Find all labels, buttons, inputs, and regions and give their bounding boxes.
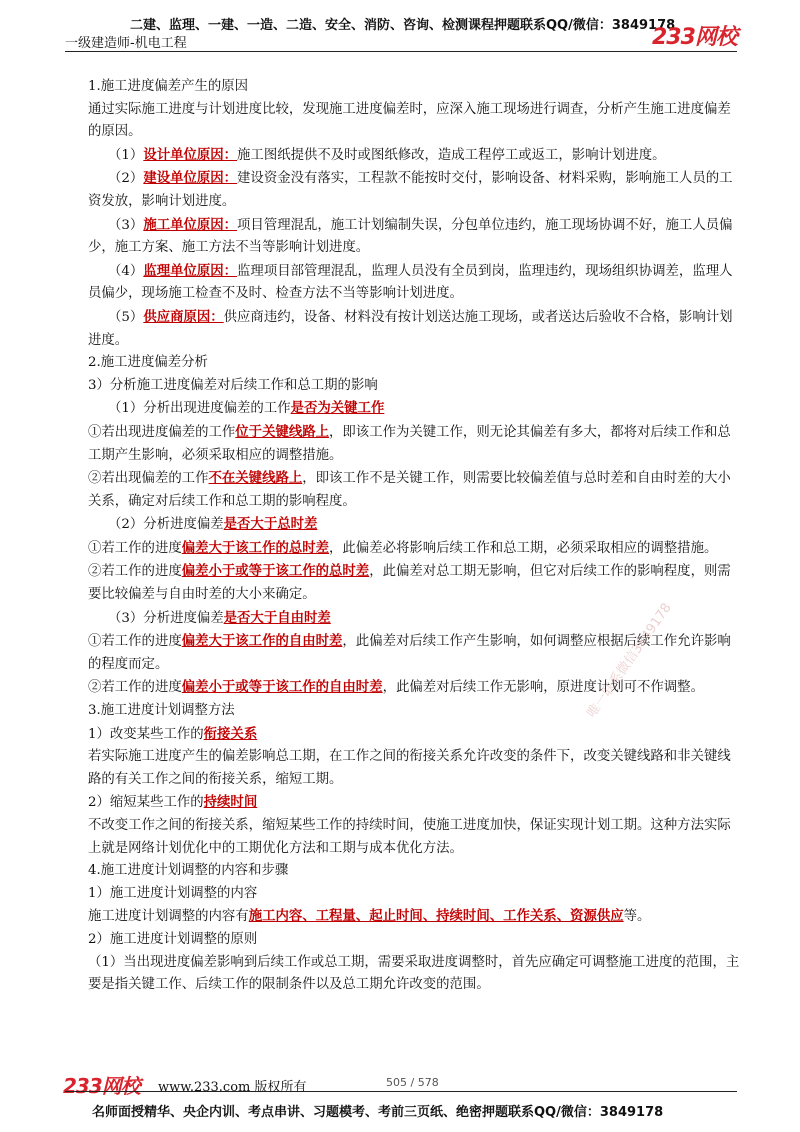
section-title-1: 1.施工进度偏差产生的原因 <box>88 79 249 94</box>
analysis-item-2a: ①若工作的进度偏差大于该工作的总时差，此偏差必将影响后续工作和总工期，必须采取相应的调整措施。 <box>88 539 718 556</box>
paragraph-intro: 通过实际施工进度与计划进度比较，发现施工进度偏差时，应深入施工现场进行调查，分析产生施工进度偏差的原因。 <box>88 101 731 140</box>
page-header <box>0 0 800 60</box>
section-title-4: 4.施工进度计划调整的内容和步骤 <box>88 863 289 879</box>
method-1-text: 若实际施工进度产生的偏差影响总工期，在工作之间的衔接关系允许改变的条件下，改变关键线路和非关键线路的有关工作之间的衔接关系，缩短工期。 <box>88 749 731 787</box>
section-title-2: 2.施工进度偏差分析 <box>88 355 208 371</box>
analysis-item-3b: ②若工作的进度偏差小于或等于该工作的自由时差，此偏差对后续工作无影响，原进度计划可不作调整。 <box>88 679 704 696</box>
adjust-content-title: 1）施工进度计划调整的内容 <box>88 885 258 901</box>
watermark: 唯一联系微信3849178 <box>584 600 675 721</box>
analysis-item-2b: ②若工作的进度偏差小于或等于该工作的总时差，此偏差对总工期无影响，但它对后续工作的影响程度，则需要比较偏差与自由时差的大小来确定。 <box>88 563 731 603</box>
logo-233-header: 233网校 <box>652 25 737 50</box>
method-1-title: 1）改变某些工作的衔接关系 <box>88 725 258 742</box>
cause-item-4: （4）监理单位原因：监理项目部管理混乱，监理人员没有全员到岗，监理违约，现场组织协调差，监理人员偏少，现场施工检查不及时、检查方法不当等影响计划进度。 <box>88 262 733 302</box>
analysis-item-3: （3）分析进度偏差是否大于自由时差 <box>108 609 331 626</box>
header-divider <box>65 51 737 52</box>
section-title-3: 3.施工进度计划调整方法 <box>88 703 235 719</box>
adjust-content-text: 施工进度计划调整的内容有施工内容、工程量、起止时间、持续时间、工作关系、资源供应等。 <box>88 908 651 925</box>
logo-233-footer: 233网校 <box>63 1074 140 1098</box>
analysis-item-2: （2）分析进度偏差是否大于总时差 <box>108 516 318 533</box>
cause-item-1: （1）设计单位原因：施工图纸提供不及时或图纸修改，造成工程停工或返工，影响计划进度。 <box>108 146 666 163</box>
page-number: 505 / 578 <box>386 1076 439 1089</box>
footer-contact-line: 名师面授精华、央企内训、考点串讲、习题模考、考前三页纸、绝密押题联系QQ/微信：3849178 <box>92 1105 664 1120</box>
footer-divider <box>65 1091 737 1092</box>
analysis-item-1a: ①若出现进度偏差的工作位于关键线路上，即该工作为关键工作，则无论其偏差有多大，都将对后续工作和总工期产生影响，必须采取相应的调整措施。 <box>88 423 731 463</box>
analysis-item-3a: ①若工作的进度偏差大于该工作的自由时差，此偏差对后续工作产生影响，如何调整应根据后续工作允许影响的程度而定。 <box>88 633 731 672</box>
header-subject: 一级建造师-机电工程 <box>65 36 187 51</box>
method-2-title: 2）缩短某些工作的持续时间 <box>88 794 258 811</box>
footer-site: www.233.com 版权所有 <box>158 1080 307 1095</box>
analysis-item-1b: ②若出现偏差的工作不在关键线路上，即该工作不是关键工作，则需要比较偏差值与总时差和自由时差的大小关系，确定对后续工作和总工期的影响程度。 <box>88 470 731 509</box>
subsection-title: 3）分析施工进度偏差对后续工作和总工期的影响 <box>88 377 378 393</box>
adjust-principle-1: （1）当出现进度偏差影响到后续工作或总工期，需要采取进度调整时，首先应确定可调整施工进度的范围，主要是指关键工作、后续工作的限制条件以及总工期允许改变的范围。 <box>88 954 740 993</box>
cause-item-5: （5）供应商原因：供应商违约，设备、材料没有按计划送达施工现场，或者送达后验收不合格，影响计划进度。 <box>88 308 733 348</box>
method-2-text: 不改变工作之间的衔接关系，缩短某些工作的持续时间，使施工进度加快，保证实现计划工期。这种方法实际上就是网络计划优化中的工期优化方法和工期与成本优化方法。 <box>88 818 731 856</box>
analysis-item-1: （1）分析出现进度偏差的工作是否为关键工作 <box>108 400 385 417</box>
cause-item-2: （2）建设单位原因：建设资金没有落实，工程款不能按时交付，影响设备、材料采购，影响施工人员的工资发放，影响计划进度。 <box>88 170 733 209</box>
adjust-principle-title: 2）施工进度计划调整的原则 <box>88 931 258 947</box>
cause-item-3: （3）施工单位原因：项目管理混乱，施工计划编制失误，分包单位违约，施工现场协调不好，施工人员偏少，施工方案、施工方法不当等影响计划进度。 <box>88 216 733 256</box>
header-contact-line: 二建、监理、一建、一造、二造、安全、消防、咨询、检测课程押题联系QQ/微信：3849178 <box>130 18 676 33</box>
document-body <box>88 76 744 997</box>
